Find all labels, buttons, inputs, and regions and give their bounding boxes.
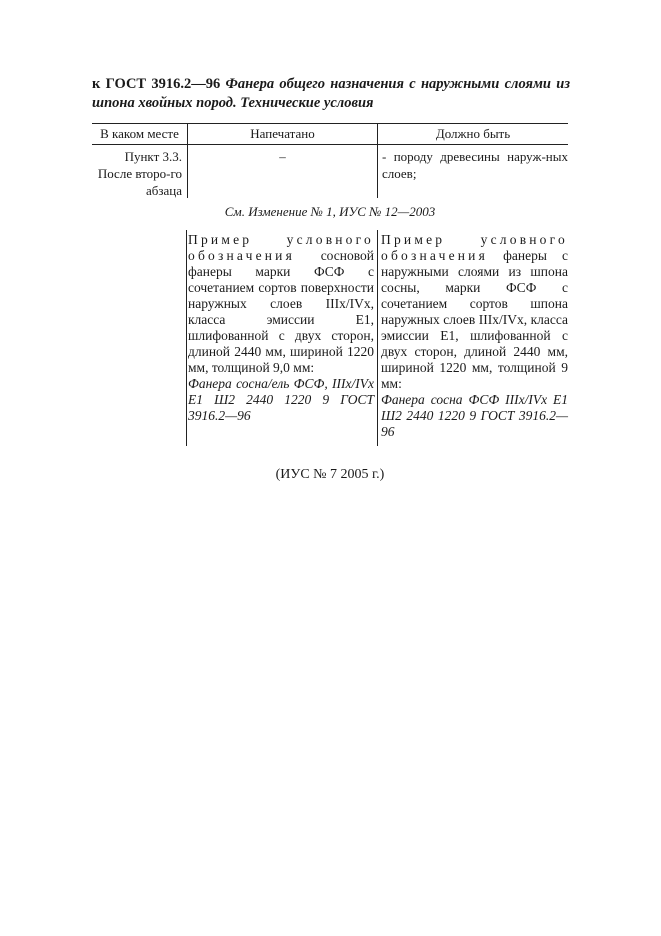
table1-header-printed: Напечатано — [250, 126, 315, 141]
table2-should-be-example: Фанера сосна ФСФ IIIх/IVх Е1 Ш2 2440 1220 9 ГОСТ 3916.2—96 — [381, 392, 568, 439]
publication-footer: (ИУС № 7 2005 г.) — [275, 467, 385, 482]
table2-should-be-body: фанеры с наружными слоями из шпона сосны, марки ФСФ с сочетанием сортов шпона наружных слоев IIIх/IVх, класса эмиссии Е1, шлифованной с двух сторон, длиной 2440 мм, шириной 1220 мм, толщиной 9 мм: — [381, 248, 568, 391]
heading-standard-ref: к ГОСТ 3916.2—96 — [92, 76, 221, 92]
table1-cell-should-be: - породу древесины наруж-ных слоев; — [382, 149, 568, 181]
table2-printed-lead: Пример условного обозначения — [188, 232, 374, 263]
table1-header-place: В каком месте — [100, 126, 179, 141]
amendment-note: См. Изменение № 1, ИУС № 12—2003 — [224, 204, 436, 219]
table2-should-be-lead: Пример условного обозначения — [381, 232, 568, 263]
heading-standard-title: Фанера общего назначения с наружными слоями из шпона хвойных пород. Технические условия — [92, 76, 570, 111]
table1-header-should-be: Должно быть — [435, 126, 511, 141]
table2-left-border — [186, 230, 187, 446]
table2-cell-should-be — [381, 232, 568, 440]
table1-cell-printed: – — [279, 149, 286, 164]
table2-printed-body: сосновой фанеры марки ФСФ с сочетанием сортов поверхности наружных слоев IIIх/IVх, класса эмиссии Е1, шлифованной с двух сторон, длиной 2440 мм, шириной 1220 мм, толщиной 9,0 мм: — [188, 248, 374, 375]
table1-cell-place: Пункт 3.3. После второ-го абзаца — [97, 149, 182, 198]
table2-column-divider — [377, 230, 378, 446]
table2-printed-example: Фанера сосна/ель ФСФ, IIIх/IVх Е1 Ш2 2440 1220 9 ГОСТ 3916.2—96 — [188, 376, 374, 423]
table1-top-rule — [92, 123, 568, 124]
table1-header-rule — [92, 144, 568, 145]
table2-cell-printed — [188, 232, 374, 424]
document-heading — [92, 75, 570, 113]
